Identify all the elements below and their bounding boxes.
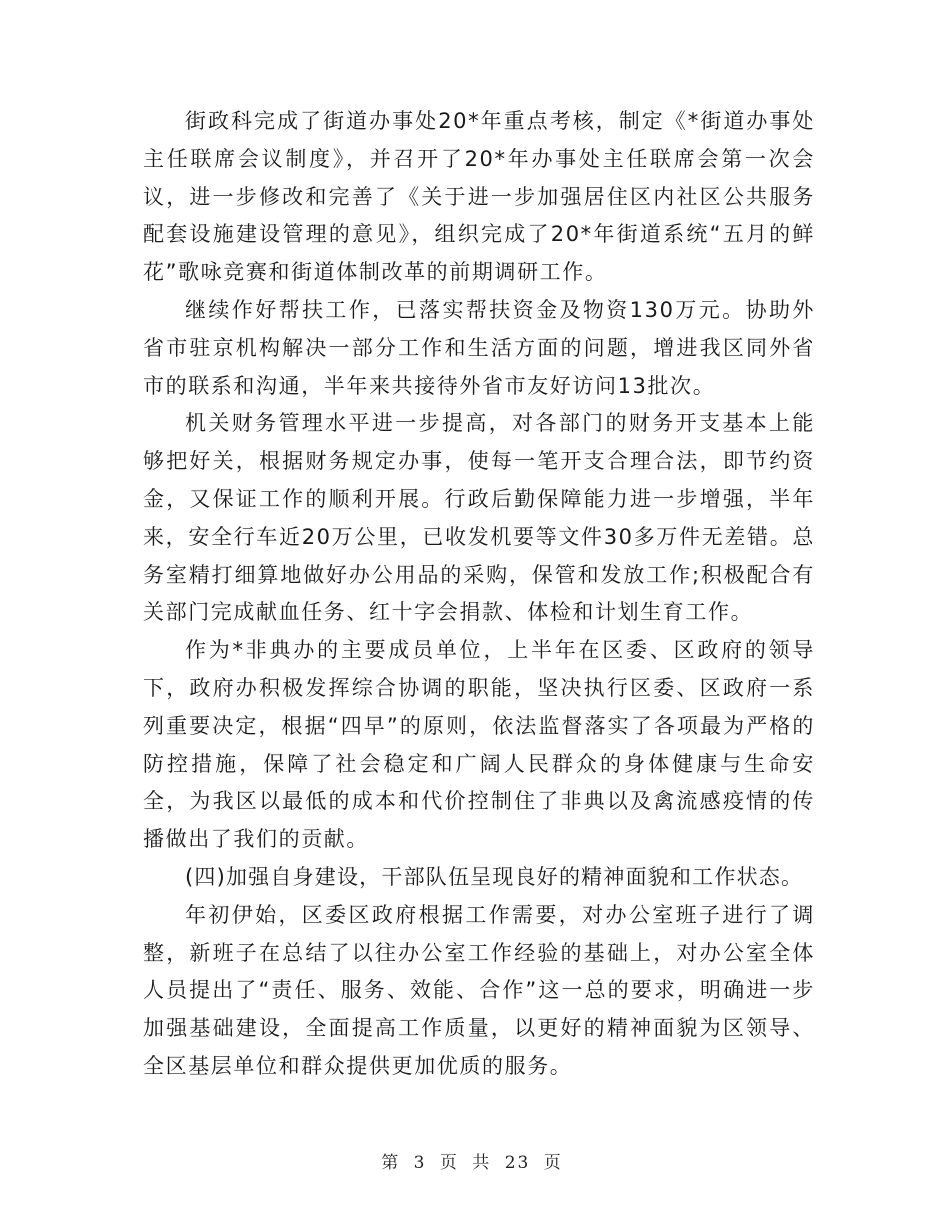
page-suffix: 页 xyxy=(439,1153,459,1173)
page-prefix: 第 xyxy=(381,1153,401,1173)
section-heading-self-building: (四)加强自身建设，干部队伍呈现良好的精神面貌和工作状态。 xyxy=(185,864,804,889)
current-page-number: 3 xyxy=(413,1153,427,1173)
total-page-count: 23 xyxy=(504,1153,531,1173)
document-body xyxy=(143,103,815,1086)
paragraph-sars-office: 作为*非典办的主要成员单位，上半年在区委、区政府的领导下，政府办积极发挥综合协调的职能，坚决执行区委、区政府一系列重要决定，根据“四早”的原则，依法监督落实了各项最为严格的防控措施，保障了社会稳定和广阔人民群众的身体健康与生命安全，为我区以最低的成本和代价控制住了非典以及禽流感疫情的传播做出了我们的贡献。 xyxy=(143,638,815,852)
total-suffix: 页 xyxy=(543,1153,563,1173)
total-prefix: 共 xyxy=(472,1153,492,1173)
page-footer xyxy=(0,1148,950,1173)
paragraph-team-adjustment: 年初伊始，区委区政府根据工作需要，对办公室班子进行了调整，新班子在总结了以往办公室工作经验的基础上，对办公室全体人员提出了“责任、服务、效能、合作”这一总的要求，明确进一步加强基础建设，全面提高工作质量，以更好的精神面貌为区领导、全区基层单位和群众提供更加优质的服务。 xyxy=(143,902,815,1078)
paragraph-finance-management: 机关财务管理水平进一步提高，对各部门的财务开支基本上能够把好关，根据财务规定办事，使每一笔开支合理合法，即节约资金，又保证工作的顺利开展。行政后勤保障能力进一步增强，半年来，安全行车近20万公里，已收发机要等文件30多万件无差错。总务室精打细算地做好办公用品的采购，保管和发放工作;积极配合有关部门完成献血任务、红十字会捐款、体检和计划生育工作。 xyxy=(143,411,815,625)
paragraph-assistance-work: 继续作好帮扶工作，已落实帮扶资金及物资130万元。协助外省市驻京机构解决一部分工作和生活方面的问题，增进我区同外省市的联系和沟通，半年来共接待外省市友好访问13批次。 xyxy=(143,297,815,398)
paragraph-street-affairs: 街政科完成了街道办事处20*年重点考核，制定《*街道办事处主任联席会议制度》，并召开了20*年办事处主任联席会第一次会议，进一步修改和完善了《关于进一步加强居住区内社区公共服务配套设施建设管理的意见》，组织完成了20*年街道系统“五月的鲜花”歌咏竞赛和街道体制改革的前期调研工作。 xyxy=(143,109,815,285)
